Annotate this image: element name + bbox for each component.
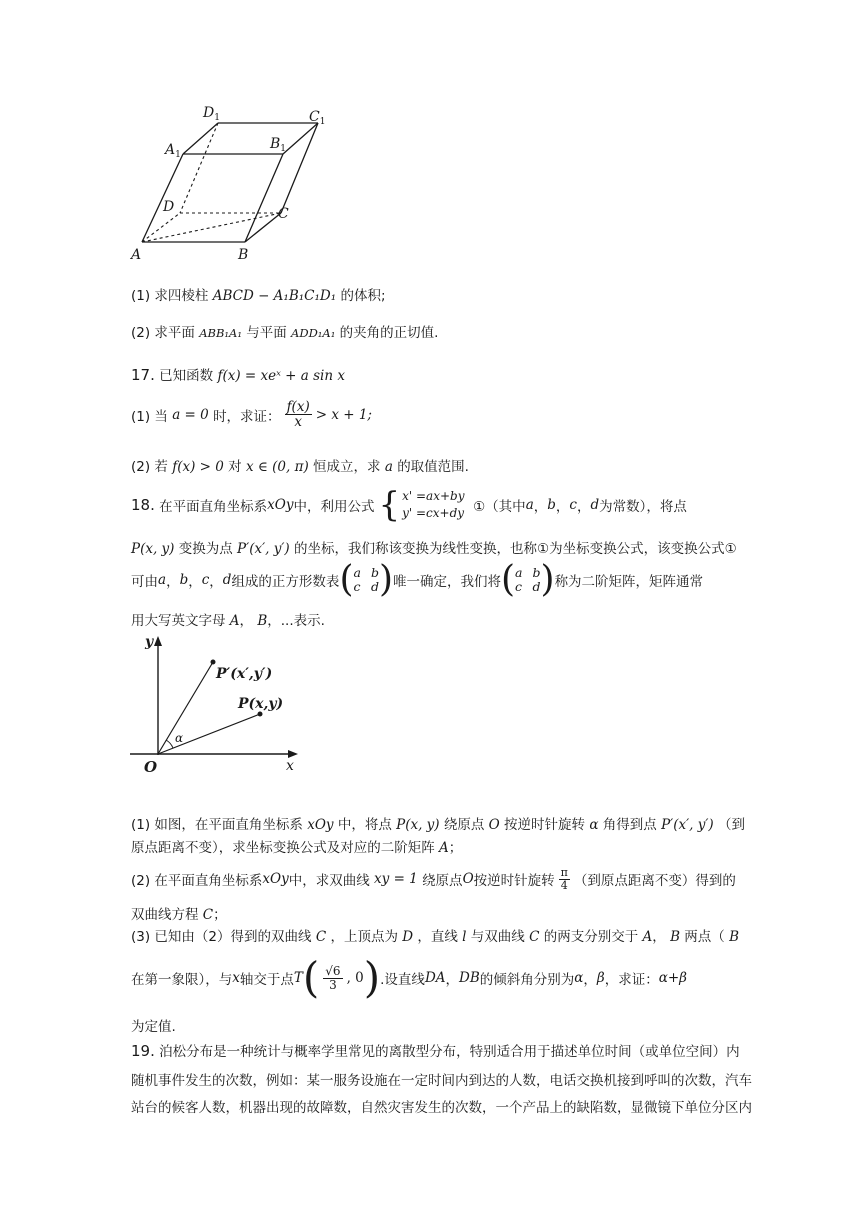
q18-line3: 可由 a ， b ， c ， d 组成的正方形数表 ( a b c d ) 唯一确定，我们将 ( a b c d ) 称为二阶矩阵，矩阵通常 bbox=[131, 559, 704, 600]
point-P-label: P(x,y) bbox=[238, 696, 284, 712]
label-D1: $D_1$ bbox=[203, 105, 220, 123]
label-C1: $C_1$ bbox=[309, 109, 326, 127]
q19-line2: 随机事件发生的次数，例如：某一服务设施在一定时间内到达的人数，电话交换机接到呼叫的次数，汽车 bbox=[131, 1073, 752, 1089]
q18-part2-line1: (2) 在平面直角坐标系 xOy 中，求双曲线 xy = 1 绕原点 O 按逆时针旋转 $\frac{\pi}{4}$ （到原点距离不变）得到的 bbox=[131, 865, 736, 892]
label-A1: $A_1$ bbox=[165, 142, 181, 160]
prism-figure bbox=[125, 98, 335, 268]
rotation-figure bbox=[130, 630, 310, 775]
point-P2-label: P′(x′,y′) bbox=[216, 666, 273, 682]
q17-stem: 17. 已知函数 f(x) = xeˣ + a sin x bbox=[131, 366, 345, 384]
matrix-1: a b c d bbox=[353, 565, 379, 594]
q18-part3-line1: (3) 已知由（2）得到的双曲线 C ，上顶点为 D ，直线 l 与双曲线 C 的两支分别交于 A， B 两点（ B bbox=[131, 929, 740, 945]
label-C: C bbox=[278, 206, 289, 222]
q17-part1: (1) 当 a = 0 时，求证： $\frac{f(x)}{x}$ > x + 1; bbox=[131, 399, 372, 431]
q19-line3: 站台的候客人数，机器出现的故障数，自然灾害发生的次数，一个产品上的缺陷数，显微镜下单位分区内 bbox=[131, 1100, 752, 1116]
q18-part1-line1: (1) 如图，在平面直角坐标系 xOy 中，将点 P(x, y) 绕原点 O 按逆时针旋转 α 角得到点 P′(x′, y′) （到 bbox=[131, 817, 745, 833]
q16-part2: (2) 求平面 ABB₁A₁ 与平面 ADD₁A₁ 的夹角的正切值. bbox=[131, 325, 439, 341]
label-B: B bbox=[238, 247, 249, 263]
origin-label: O bbox=[144, 758, 158, 775]
axis-y-label: y bbox=[145, 634, 154, 650]
q18-line4: 用大写英文字母 A， B，...表示. bbox=[131, 613, 325, 629]
q16-part1: (1) 求四棱柱 ABCD − A₁B₁C₁D₁ 的体积; bbox=[131, 288, 386, 304]
q18-part3-line3: 为定值. bbox=[131, 1019, 176, 1035]
label-D: D bbox=[163, 199, 175, 215]
q19-line1: 19. 泊松分布是一种统计与概率学里常见的离散型分布，特别适合用于描述单位时间（或单位空间）内 bbox=[131, 1042, 740, 1060]
q18-part1-line2: 原点距离不变），求坐标变换公式及对应的二阶矩阵 A； bbox=[131, 840, 463, 856]
angle-alpha-label: α bbox=[175, 731, 184, 745]
label-A: A bbox=[131, 247, 142, 263]
axis-x-label: x bbox=[286, 758, 294, 774]
q18-part3-line2: 在第一象限），与 x 轴交于点 T ( $\frac{√6}{3}$ , 0 ) .设直线 DA ， DB 的倾斜角分别为 α ， β ，求证： α+β bbox=[131, 953, 687, 1002]
q18-part2-line2: 双曲线方程 C； bbox=[131, 907, 227, 923]
q17-part2: (2) 若 f(x) > 0 对 x ∈ (0, π) 恒成立，求 a 的取值范围. bbox=[131, 459, 469, 475]
q17-fraction: $\frac{f(x)}{x}$ bbox=[286, 399, 310, 431]
matrix-2: a b c d bbox=[515, 565, 541, 594]
q18-line1: 18. 在平面直角坐标系 xOy 中，利用公式 { x' =ax+by y' =cx+dy ①（其中 a ， b ， c ， d 为常数），将点 bbox=[131, 485, 687, 526]
label-B1: $B_1$ bbox=[270, 136, 287, 154]
q18-line2: P(x, y) 变换为点 P′(x′, y′) 的坐标，我们称该变换为线性变换，也称①为坐标变换公式，该变换公式① bbox=[131, 541, 737, 557]
